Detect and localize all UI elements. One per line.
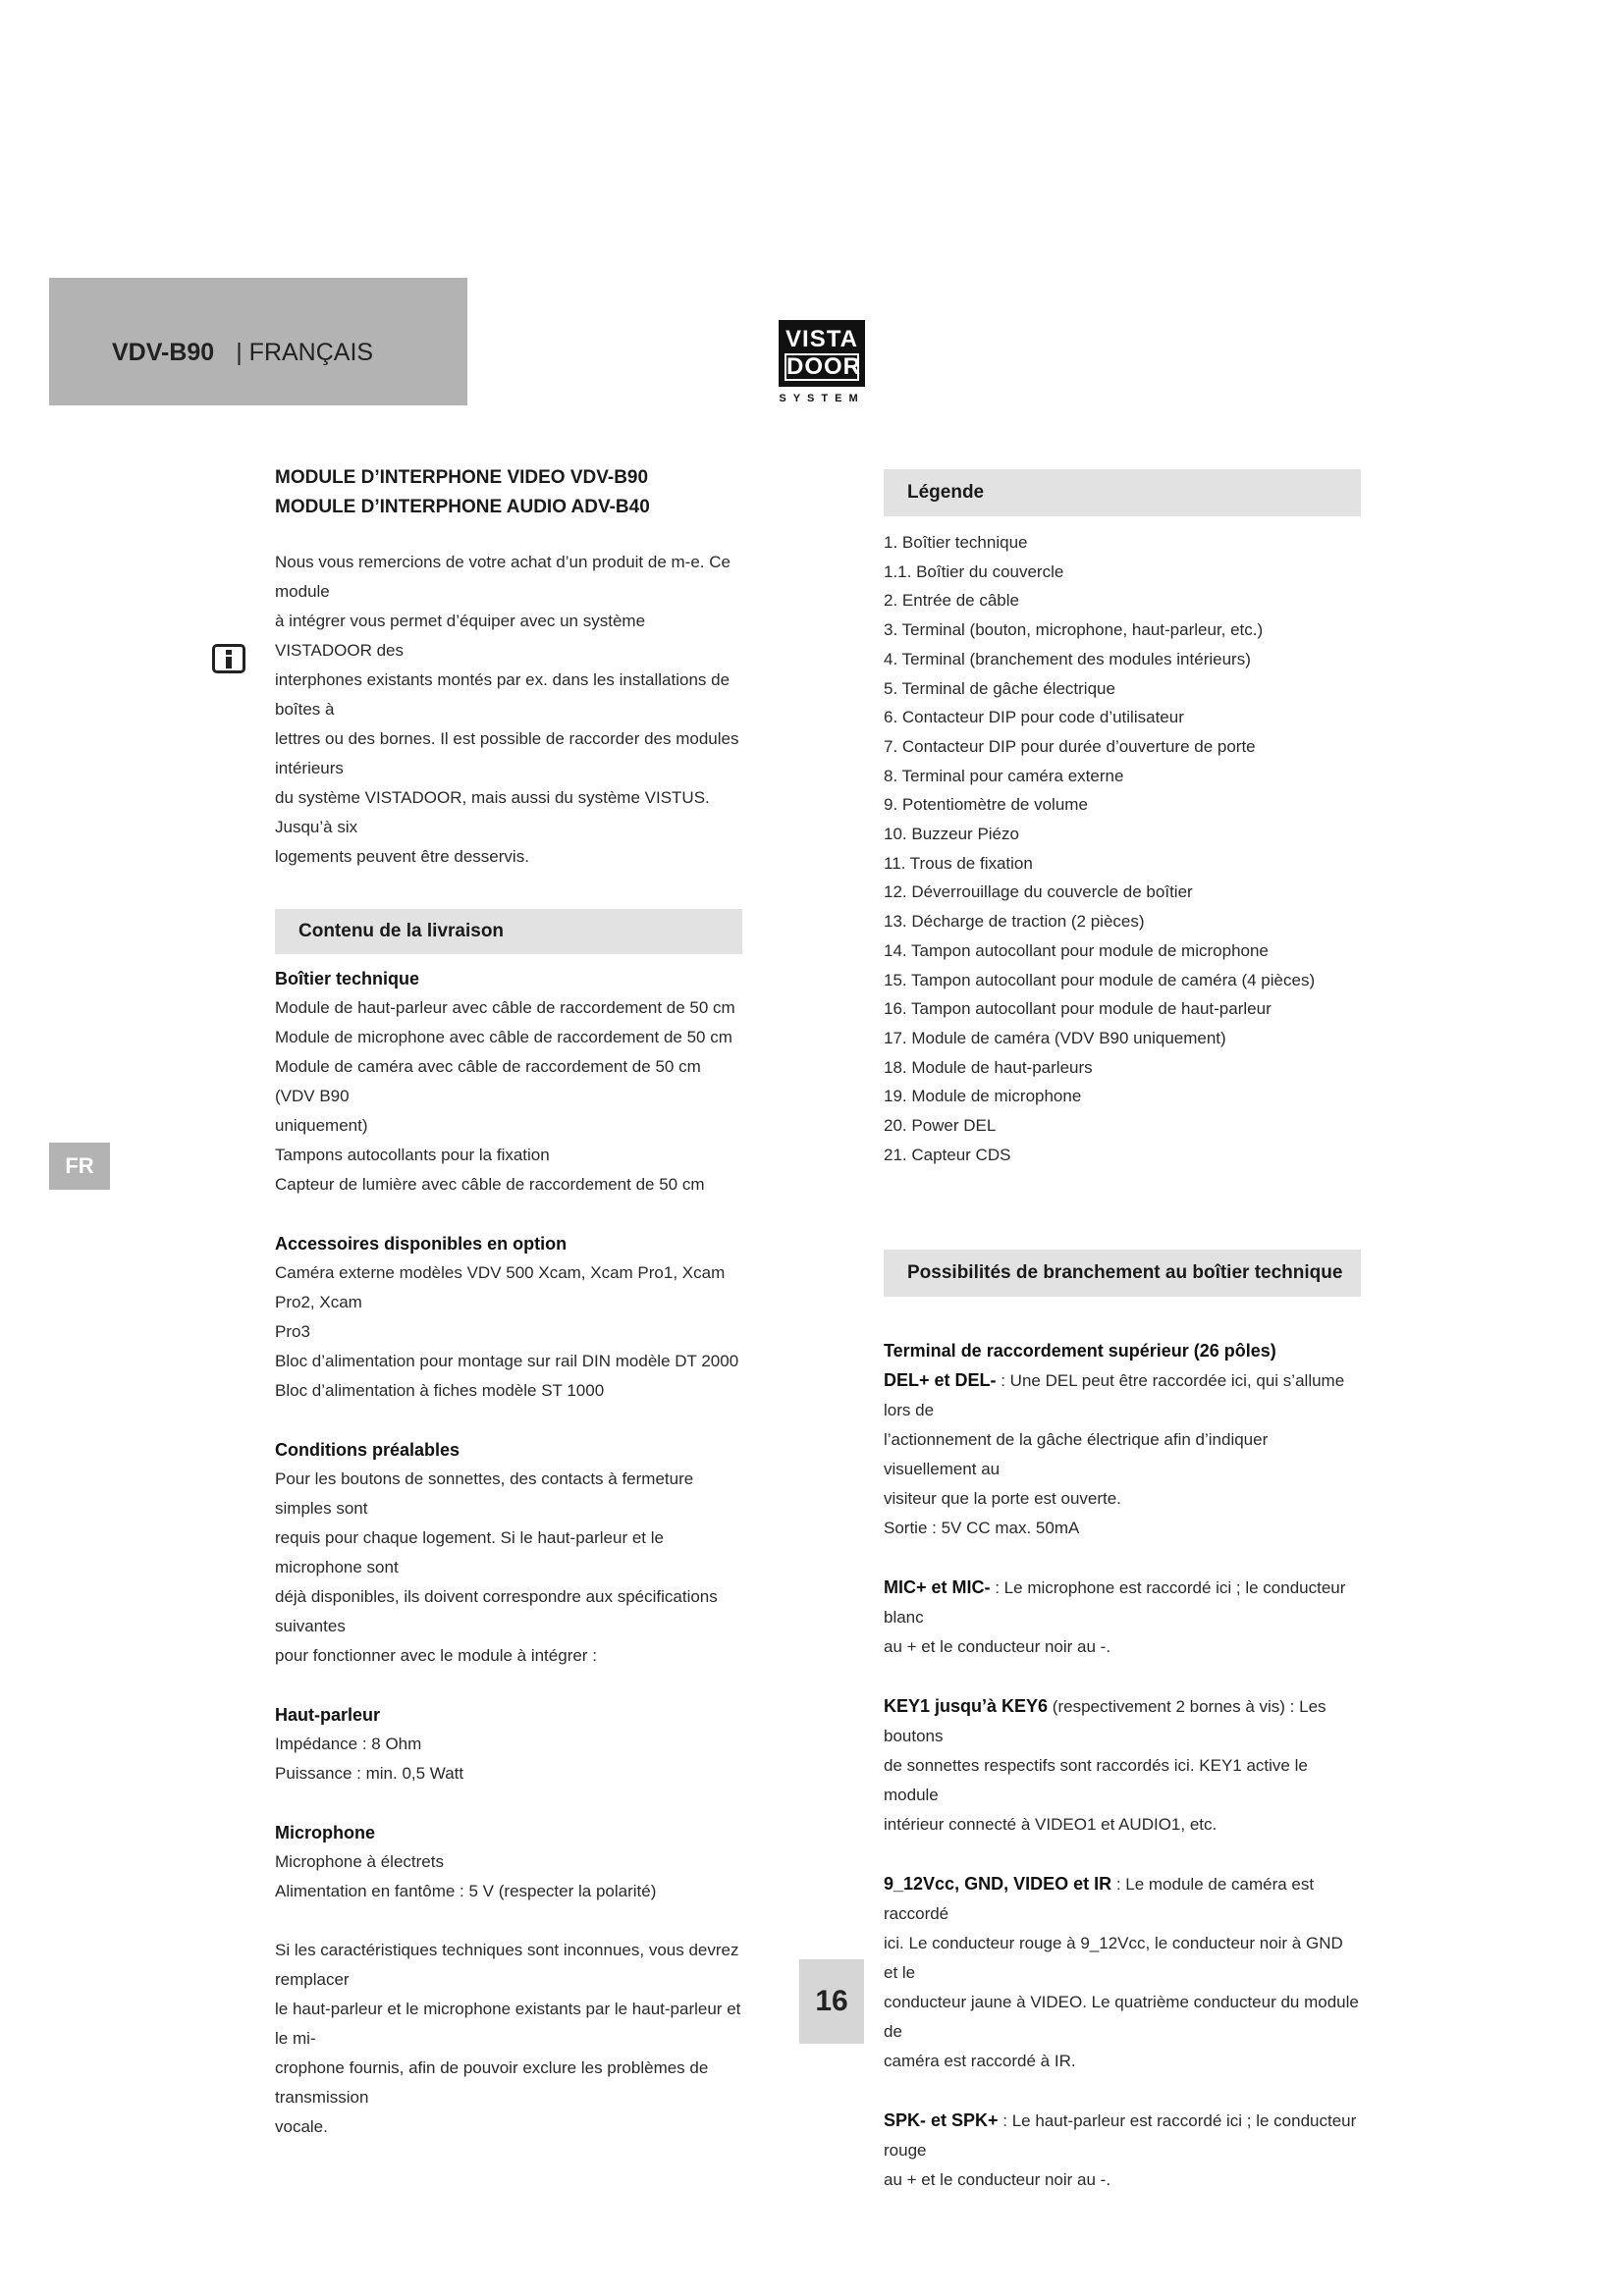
legend-item: 6. Contacteur DIP pour code d’utilisateur [884, 708, 1184, 727]
paragraph-line: crophone fournis, afin de pouvoir exclure les problèmes de transmission [275, 2058, 709, 2107]
title-line-1: MODULE D’INTERPHONE VIDEO VDV-B90 [275, 467, 649, 488]
paragraph-line: le haut-parleur et le microphone existants par le haut-parleur et le mi- [275, 2000, 741, 2048]
language-label: FRANÇAIS [248, 339, 374, 366]
boitier-heading: Boîtier technique [275, 969, 420, 988]
legend-item: 20. Power DEL [884, 1116, 997, 1136]
legend-item: 21. Capteur CDS [884, 1145, 1011, 1164]
mic-label: MIC+ et MIC- [884, 1577, 991, 1598]
legend-item: 1. Boîtier technique [884, 533, 1028, 552]
intro-paragraph [275, 548, 741, 872]
microphone-section [275, 1818, 741, 1906]
speaker-label: SPK- et SPK+ [884, 2110, 999, 2131]
logo-line1: VISTA [785, 326, 858, 352]
speaker-text: : Le haut-parleur est raccordé ici ; le conducteur rouge [884, 2111, 1357, 2161]
paragraph-line: de sonnettes respectifs sont raccordés ici. KEY1 active le module [884, 1756, 1308, 1805]
list-item: Module de haut-parleur avec câble de raccordement de 50 cm [275, 998, 735, 1017]
right-column [884, 469, 1360, 2195]
key-connection [884, 1691, 1360, 1840]
legend-item: 12. Déverrouillage du couvercle de boîtier [884, 882, 1193, 902]
conditions-section [275, 1435, 741, 1671]
key-line [884, 1691, 1360, 1751]
list-item: Capteur de lumière avec câble de raccordement de 50 cm [275, 1175, 705, 1194]
intro-line: interphones existants montés par ex. dans les installations de boîtes à [275, 670, 731, 719]
legend-item: 17. Module de caméra (VDV B90 uniquement) [884, 1028, 1226, 1047]
microphone-heading: Microphone [275, 1823, 375, 1842]
list-item: Microphone à électrets [275, 1852, 444, 1871]
paragraph-line: requis pour chaque logement. Si le haut-parleur et le microphone sont [275, 1528, 664, 1576]
title-line-2: MODULE D’INTERPHONE AUDIO ADV-B40 [275, 497, 650, 517]
contents-heading: Contenu de la livraison [275, 909, 742, 954]
legend-item: 7. Contacteur DIP pour durée d’ouverture de porte [884, 736, 1256, 756]
logo-subtitle: SYSTEM [779, 393, 865, 404]
terminal-section [884, 1336, 1360, 1543]
intro-line: logements peuvent être desservis. [275, 847, 529, 866]
logo-mark [779, 320, 865, 387]
language-side-tab: FR [49, 1143, 110, 1190]
accessories-section [275, 1229, 741, 1406]
model-name: VDV-B90 [112, 339, 215, 366]
legend-item: 4. Terminal (branchement des modules intérieurs) [884, 649, 1251, 668]
intro-line: à intégrer vous permet d’équiper avec un système VISTADOOR des [275, 612, 646, 660]
legend-item: 8. Terminal pour caméra externe [884, 766, 1124, 785]
camera-label: 9_12Vcc, GND, VIDEO et IR [884, 1874, 1112, 1895]
paragraph-line: au + et le conducteur noir au -. [884, 2170, 1111, 2190]
intro-line: Nous vous remercions de votre achat d’un produit de m-e. Ce module [275, 553, 731, 601]
paragraph-line: Si les caractéristiques techniques sont inconnues, vous devrez remplacer [275, 1941, 739, 1989]
legend-item: 5. Terminal de gâche électrique [884, 678, 1115, 698]
key-label: KEY1 jusqu’à KEY6 [884, 1696, 1049, 1717]
paragraph-line: ici. Le conducteur rouge à 9_12Vcc, le conducteur noir à GND et le [884, 1934, 1343, 1983]
paragraph-line: vocale. [275, 2117, 328, 2136]
accessories-heading: Accessoires disponibles en option [275, 1234, 568, 1254]
camera-line [884, 1869, 1360, 1929]
legend-item: 11. Trous de fixation [884, 853, 1033, 873]
connections-heading: Possibilités de branchement au boîtier technique [884, 1250, 1361, 1297]
paragraph-line: déjà disponibles, ils doivent correspondre aux spécifications suivantes [275, 1587, 718, 1635]
speaker-heading: Haut-parleur [275, 1705, 381, 1725]
terminal-heading: Terminal de raccordement supérieur (26 pôles) [884, 1341, 1276, 1362]
paragraph-line: caméra est raccordé à IR. [884, 2052, 1076, 2071]
speaker-line [884, 2106, 1360, 2165]
camera-text: : Le module de caméra est raccordé [884, 1875, 1315, 1924]
speaker-section [275, 1700, 741, 1789]
speaker-connection [884, 2106, 1360, 2195]
legend-item: 13. Décharge de traction (2 pièces) [884, 912, 1145, 932]
list-item: Tampons autocollants pour la fixation [275, 1146, 550, 1164]
del-line [884, 1365, 1360, 1425]
list-item: Alimentation en fantôme : 5 V (respecter la polarité) [275, 1882, 657, 1900]
legend-item: 14. Tampon autocollant pour module de microphone [884, 940, 1269, 960]
del-text: : Une DEL peut être raccordée ici, qui s’allume lors de [884, 1371, 1345, 1420]
list-item: Bloc d’alimentation à fiches modèle ST 1000 [275, 1381, 605, 1400]
legend-item: 1.1. Boîtier du couvercle [884, 561, 1064, 581]
paragraph-line: Pour les boutons de sonnettes, des contacts à fermeture simples sont [275, 1469, 694, 1518]
paragraph-line: pour fonctionner avec le module à intégrer : [275, 1646, 597, 1665]
legend-item: 3. Terminal (bouton, microphone, haut-parleur, etc.) [884, 620, 1264, 640]
boitier-section [275, 964, 741, 1200]
list-item: Module de caméra avec câble de raccordement de 50 cm (VDV B90 [275, 1057, 701, 1105]
camera-connection [884, 1869, 1360, 2076]
list-item: Pro3 [275, 1322, 310, 1341]
page-number: 16 [799, 1959, 864, 2044]
info-icon [212, 644, 245, 673]
vistadoor-logo [776, 320, 868, 410]
key-text: (respectivement 2 bornes à vis) : Les boutons [884, 1697, 1326, 1746]
header-band [49, 278, 467, 405]
conditions-heading: Conditions préalables [275, 1440, 460, 1460]
closing-paragraph [275, 1936, 741, 2142]
paragraph-line: Sortie : 5V CC max. 50mA [884, 1519, 1080, 1538]
intro-line: du système VISTADOOR, mais aussi du système VISTUS. Jusqu’à six [275, 788, 710, 836]
list-item: Bloc d’alimentation pour montage sur rail DIN modèle DT 2000 [275, 1352, 739, 1370]
legend-heading: Légende [884, 469, 1361, 516]
header-title [112, 339, 373, 367]
legend-list [884, 528, 1360, 1169]
list-item: Caméra externe modèles VDV 500 Xcam, Xcam Pro1, Xcam Pro2, Xcam [275, 1263, 726, 1311]
left-column [275, 463, 741, 2142]
list-item: Impédance : 8 Ohm [275, 1735, 422, 1753]
legend-item: 15. Tampon autocollant pour module de caméra (4 pièces) [884, 970, 1316, 989]
mic-connection [884, 1573, 1360, 1662]
mic-text: : Le microphone est raccordé ici ; le conducteur blanc [884, 1578, 1346, 1628]
intro-line: lettres ou des bornes. Il est possible de raccorder des modules intérieurs [275, 729, 739, 777]
logo-line2: DOOR [786, 353, 861, 380]
list-item: uniquement) [275, 1116, 368, 1135]
paragraph-line: visiteur que la porte est ouverte. [884, 1489, 1121, 1509]
legend-item: 10. Buzzeur Piézo [884, 825, 1019, 844]
legend-item: 19. Module de microphone [884, 1087, 1082, 1106]
legend-item: 9. Potentiomètre de volume [884, 795, 1088, 815]
paragraph-line: au + et le conducteur noir au -. [884, 1637, 1111, 1657]
header-separator: | [236, 339, 243, 366]
list-item: Module de microphone avec câble de raccordement de 50 cm [275, 1028, 732, 1046]
legend-item: 16. Tampon autocollant pour module de haut-parleur [884, 999, 1272, 1019]
list-item: Puissance : min. 0,5 Watt [275, 1764, 464, 1783]
paragraph-line: intérieur connecté à VIDEO1 et AUDIO1, etc. [884, 1815, 1218, 1835]
legend-item: 2. Entrée de câble [884, 591, 1019, 611]
paragraph-line: l’actionnement de la gâche électrique afin d’indiquer visuellement au [884, 1430, 1269, 1479]
legend-item: 18. Module de haut-parleurs [884, 1057, 1093, 1077]
mic-line [884, 1573, 1360, 1632]
del-label: DEL+ et DEL- [884, 1370, 997, 1391]
paragraph-line: conducteur jaune à VIDEO. Le quatrième conducteur du module de [884, 1993, 1359, 2042]
